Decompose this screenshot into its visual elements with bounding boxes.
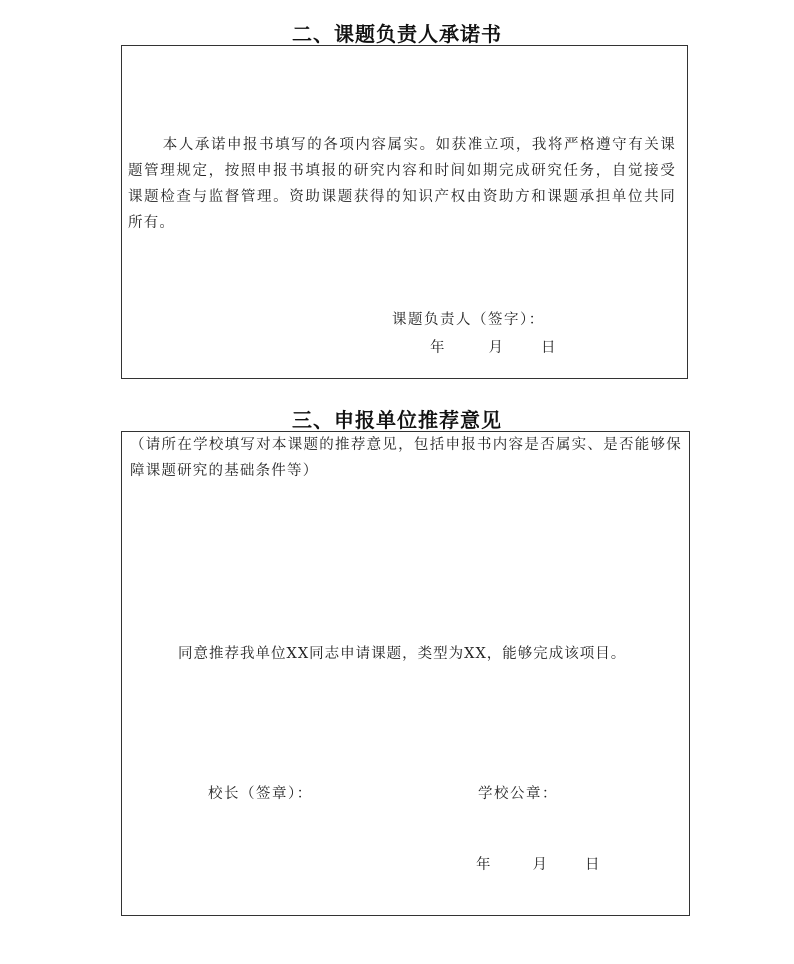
date-day-label: 日 <box>541 340 556 356</box>
date-year-label: 年 <box>476 857 491 873</box>
recommendation-section-title: 三、申报单位推荐意见 <box>292 408 502 432</box>
date-month-label: 月 <box>488 340 503 356</box>
school-seal-label: 学校公章： <box>478 786 558 802</box>
recommendation-box <box>121 431 690 916</box>
date-day-label: 日 <box>585 857 600 873</box>
leader-signature-label: 课题负责人（签字）： <box>392 312 545 328</box>
recommendation-date <box>476 853 600 874</box>
commitment-paragraph: 本人承诺申报书填写的各项内容属实。如获准立项，我将严格遵守有关课题管理规定，按照申报书填报的研究内容和时间如期完成研究任务，自觉接受课题检查与监督管理。资助课题获得的知识产权由资助方和课题承担单位共同所有。 <box>128 137 676 231</box>
recommendation-text: 同意推荐我单位XX同志申请课题，类型为XX，能够完成该项目。 <box>178 646 627 662</box>
commitment-section-title: 二、课题负责人承诺书 <box>292 22 502 46</box>
principal-signature-label: 校长（签章）： <box>208 786 313 802</box>
date-month-label: 月 <box>532 857 547 873</box>
date-year-label: 年 <box>430 340 445 356</box>
commitment-box <box>121 45 688 379</box>
recommendation-instructions: （请所在学校填写对本课题的推荐意见，包括申报书内容是否属实、是否能够保障课题研究的基础条件等） <box>130 437 682 479</box>
commitment-date <box>430 336 556 357</box>
